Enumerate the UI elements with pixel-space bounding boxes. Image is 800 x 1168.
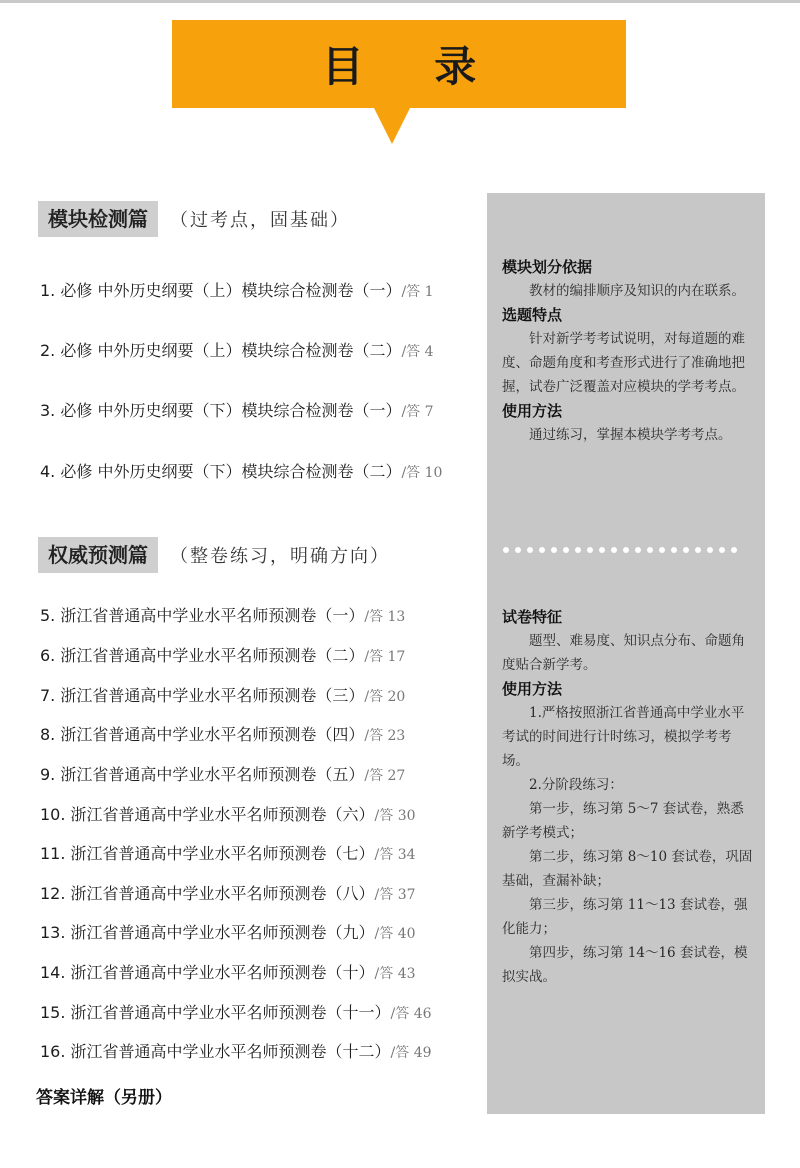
predict-section-subtitle: （整卷练习，明确方向） xyxy=(170,546,390,567)
toc-item[interactable] xyxy=(40,803,416,827)
module-section-header xyxy=(38,201,350,237)
toc-item-label: 12. 浙江省普通高中学业水平名师预测卷（八） xyxy=(40,884,375,903)
side-module-info xyxy=(502,255,756,447)
side-text: 第四步，练习第 14～16 套试卷，模拟实战。 xyxy=(502,945,748,985)
divider-dot xyxy=(503,547,509,553)
toc-item-page: /答 10 xyxy=(401,465,443,481)
dotted-divider xyxy=(503,547,737,553)
side-heading: 使用方法 xyxy=(502,680,563,698)
divider-dot xyxy=(719,547,725,553)
toc-item-page: /答 23 xyxy=(364,728,406,744)
toc-item[interactable] xyxy=(40,604,405,628)
toc-item-page: /答 13 xyxy=(364,609,406,625)
side-predict-info xyxy=(502,605,756,989)
divider-dot xyxy=(611,547,617,553)
toc-item[interactable] xyxy=(40,644,405,668)
toc-item-page: /答 7 xyxy=(401,404,434,420)
toc-item[interactable] xyxy=(40,961,416,985)
divider-dot xyxy=(659,547,665,553)
divider-dot xyxy=(695,547,701,553)
divider-dot xyxy=(587,547,593,553)
toc-item[interactable] xyxy=(40,399,434,423)
divider-dot xyxy=(575,547,581,553)
divider-dot xyxy=(647,547,653,553)
module-section-tag: 模块检测篇 xyxy=(38,201,158,237)
divider-dot xyxy=(635,547,641,553)
side-heading: 使用方法 xyxy=(502,402,563,420)
divider-dot xyxy=(551,547,557,553)
banner-pointer xyxy=(374,108,410,144)
divider-dot xyxy=(623,547,629,553)
answers-note: 答案详解（另册） xyxy=(36,1088,172,1108)
page-title: 目 录 xyxy=(321,42,505,91)
toc-item-page: /答 4 xyxy=(401,344,434,360)
side-heading: 试卷特征 xyxy=(502,608,563,626)
divider-dot xyxy=(539,547,545,553)
toc-item[interactable] xyxy=(40,684,405,708)
side-text: 题型、难易度、知识点分布、命题角度贴合新学考。 xyxy=(502,633,745,673)
side-text: 针对新学考考试说明，对每道题的难度、命题角度和考查形式进行了准确地把握，试卷广泛覆盖对应模块的学考考点。 xyxy=(502,331,745,395)
toc-item-label: 8. 浙江省普通高中学业水平名师预测卷（四） xyxy=(40,725,365,744)
toc-item-page: /答 34 xyxy=(374,847,416,863)
toc-item[interactable] xyxy=(40,842,416,866)
toc-item[interactable] xyxy=(40,460,442,484)
toc-item-page: /答 43 xyxy=(374,966,416,982)
predict-section-tag: 权威预测篇 xyxy=(38,537,158,573)
toc-item-label: 14. 浙江省普通高中学业水平名师预测卷（十） xyxy=(40,963,375,982)
side-heading: 模块划分依据 xyxy=(502,258,593,276)
toc-item-page: /答 1 xyxy=(401,284,434,300)
toc-item-page: /答 40 xyxy=(374,926,416,942)
toc-item[interactable] xyxy=(40,279,434,303)
toc-item-page: /答 30 xyxy=(374,808,416,824)
toc-item-label: 3. 必修 中外历史纲要（下）模块综合检测卷（一） xyxy=(40,401,402,420)
top-rule xyxy=(0,0,800,3)
toc-item-label: 7. 浙江省普通高中学业水平名师预测卷（三） xyxy=(40,686,365,705)
side-text: 第一步，练习第 5～7 套试卷，熟悉新学考模式； xyxy=(502,801,744,841)
divider-dot xyxy=(515,547,521,553)
toc-item-label: 5. 浙江省普通高中学业水平名师预测卷（一） xyxy=(40,606,365,625)
divider-dot xyxy=(683,547,689,553)
divider-dot xyxy=(599,547,605,553)
side-text: 第二步，练习第 8～10 套试卷，巩固基础，查漏补缺； xyxy=(502,849,753,889)
side-text: 2.分阶段练习： xyxy=(529,777,623,793)
toc-item-page: /答 37 xyxy=(374,887,416,903)
side-text: 第三步，练习第 11～13 套试卷，强化能力； xyxy=(502,897,748,937)
toc-item[interactable] xyxy=(40,921,416,945)
toc-item-page: /答 20 xyxy=(364,689,406,705)
toc-item-label: 6. 浙江省普通高中学业水平名师预测卷（二） xyxy=(40,646,365,665)
divider-dot xyxy=(731,547,737,553)
toc-item[interactable] xyxy=(40,763,405,787)
module-section-subtitle: （过考点，固基础） xyxy=(170,210,350,231)
toc-item[interactable] xyxy=(40,723,405,747)
toc-item-label: 16. 浙江省普通高中学业水平名师预测卷（十二） xyxy=(40,1042,391,1061)
toc-item-label: 1. 必修 中外历史纲要（上）模块综合检测卷（一） xyxy=(40,281,402,300)
toc-item-label: 13. 浙江省普通高中学业水平名师预测卷（九） xyxy=(40,923,375,942)
toc-item-label: 4. 必修 中外历史纲要（下）模块综合检测卷（二） xyxy=(40,462,402,481)
divider-dot xyxy=(563,547,569,553)
toc-item-label: 15. 浙江省普通高中学业水平名师预测卷（十一） xyxy=(40,1003,391,1022)
toc-item-page: /答 46 xyxy=(390,1006,432,1022)
divider-dot xyxy=(671,547,677,553)
toc-item-page: /答 49 xyxy=(390,1045,432,1061)
toc-item-label: 2. 必修 中外历史纲要（上）模块综合检测卷（二） xyxy=(40,341,402,360)
side-text: 教材的编排顺序及知识的内在联系。 xyxy=(529,283,745,299)
divider-dot xyxy=(707,547,713,553)
toc-item-page: /答 17 xyxy=(364,649,406,665)
side-text: 1.严格按照浙江省普通高中学业水平考试的时间进行计时练习，模拟学考考场。 xyxy=(502,705,745,769)
toc-item[interactable] xyxy=(40,1040,432,1064)
predict-section-header xyxy=(38,537,390,573)
contents-banner xyxy=(172,20,626,108)
toc-item-label: 9. 浙江省普通高中学业水平名师预测卷（五） xyxy=(40,765,365,784)
divider-dot xyxy=(527,547,533,553)
side-heading: 选题特点 xyxy=(502,306,563,324)
toc-item-page: /答 27 xyxy=(364,768,406,784)
toc-item[interactable] xyxy=(40,882,416,906)
toc-item-label: 10. 浙江省普通高中学业水平名师预测卷（六） xyxy=(40,805,375,824)
side-text: 通过练习，掌握本模块学考考点。 xyxy=(529,427,732,443)
toc-item[interactable] xyxy=(40,1001,432,1025)
toc-item-label: 11. 浙江省普通高中学业水平名师预测卷（七） xyxy=(40,844,375,863)
toc-item[interactable] xyxy=(40,339,434,363)
